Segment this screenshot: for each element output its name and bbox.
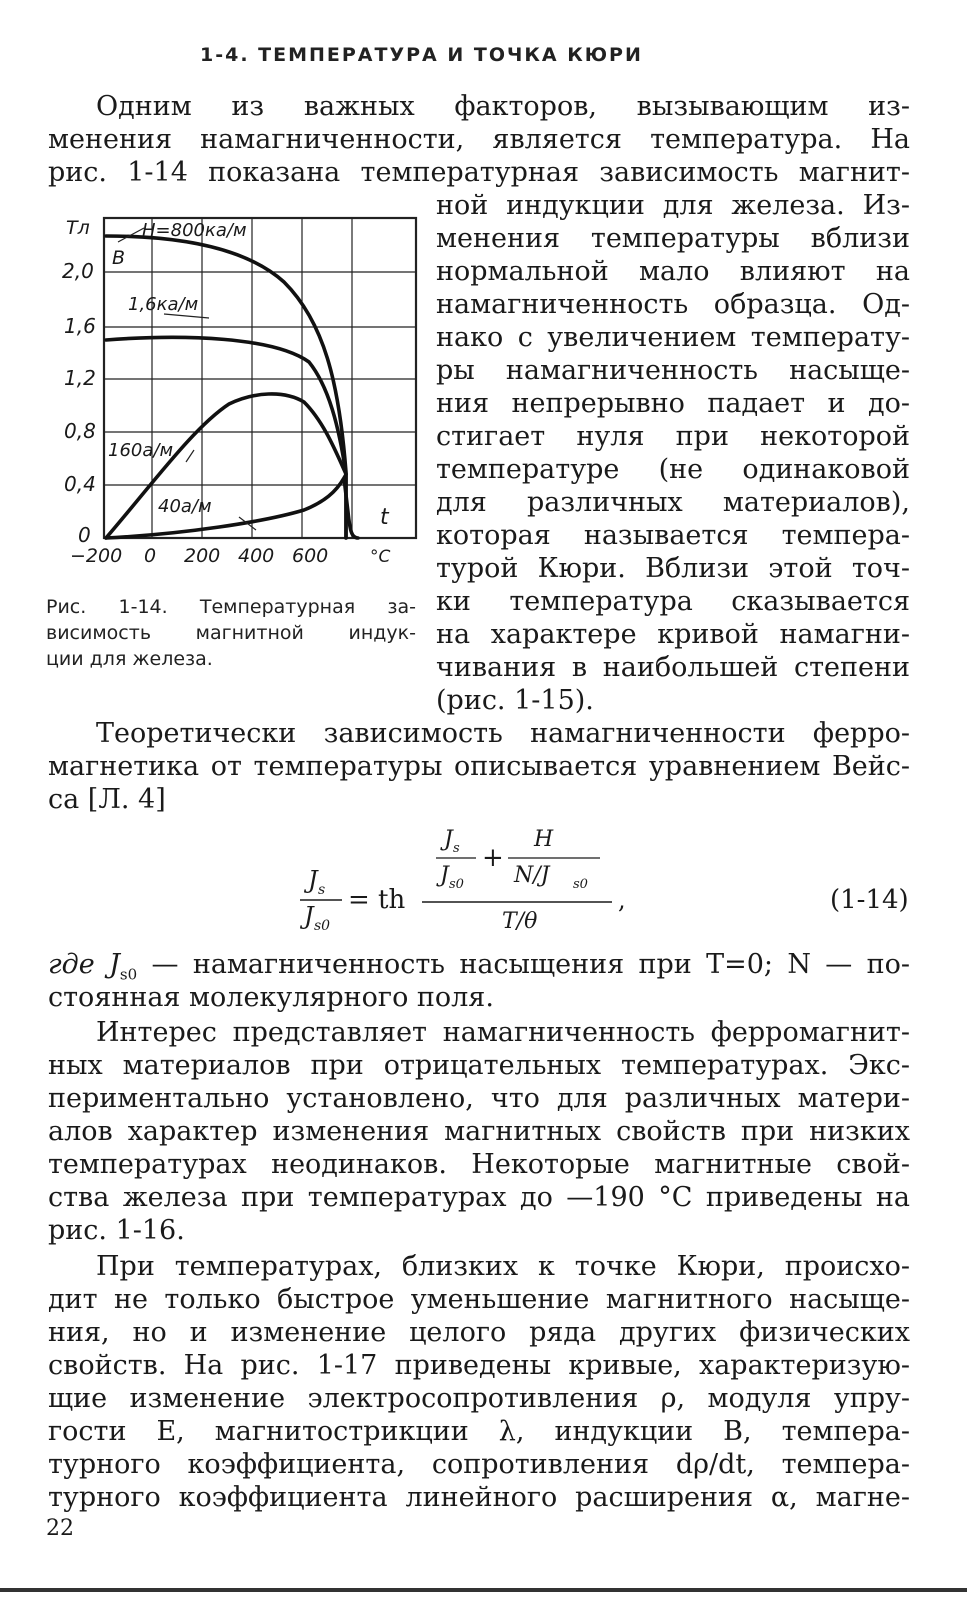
y-tick-label: 2,0 <box>62 259 94 283</box>
text-line: намагниченность образца. Од- <box>436 289 910 320</box>
svg-text:J: J <box>308 866 318 894</box>
x-tick-label: −200 <box>70 545 123 567</box>
text-line: турного коэффициента линейного расширения α, магне- <box>48 1482 910 1513</box>
svg-text:s: s <box>318 882 326 898</box>
curve-label: H=800ка/м <box>142 220 247 241</box>
svg-text:N/J: N/J <box>514 863 550 888</box>
text-line: (рис. 1-15). <box>436 685 594 716</box>
text-line: ры намагниченность насыще- <box>436 355 910 386</box>
text-line: ства железа при температурах до —190 °С приведены на <box>48 1182 910 1213</box>
x-symbol: t <box>380 505 389 530</box>
caption-line: Рис. 1-14. Температурная за- <box>46 596 416 618</box>
text-line: алов характер изменения магнитных свойств при низких <box>48 1116 910 1147</box>
text-line <box>48 948 910 981</box>
section-heading: 1-4. ТЕМПЕРАТУРА И ТОЧКА КЮРИ <box>200 44 643 66</box>
text-line: турой Кюри. Вблизи этой точ- <box>436 553 910 584</box>
text-line: ния, но и изменение целого ряда других физических <box>48 1317 910 1348</box>
text-line: ния непрерывно падает и до- <box>436 388 910 419</box>
svg-text:T/θ: T/θ <box>502 909 538 934</box>
symbol-J: где J <box>48 949 120 980</box>
text-line: турного коэффициента, сопротивления dρ/dt, темпера- <box>48 1449 910 1480</box>
curve-label: 40а/м <box>158 496 212 517</box>
y-tick-label: 0 <box>78 523 91 547</box>
y-symbol: B <box>112 247 126 269</box>
y-tick-label: 1,6 <box>64 314 96 338</box>
text-line: которая называется темпера- <box>436 520 910 551</box>
text-line: нако с увеличением температу- <box>436 322 910 353</box>
x-tick-label: 400 <box>238 545 275 567</box>
svg-text:J: J <box>304 902 314 930</box>
text-line: Теоретически зависимость намагниченности ферро- <box>96 718 910 749</box>
y-tick-label: 0,8 <box>64 419 96 443</box>
curves <box>106 236 358 538</box>
weiss-equation <box>290 820 910 940</box>
text-line: При температурах, близких к точке Кюри, происхо- <box>96 1251 910 1282</box>
text-line: рис. 1-14 показана температурная зависимость магнит- <box>48 157 910 188</box>
text-line: щие изменение электросопротивления ρ, модуля упру- <box>48 1383 910 1414</box>
text-line: менения намагниченности, является температура. На <box>48 124 910 155</box>
text-line: для различных материалов), <box>436 487 910 518</box>
svg-text:th: th <box>378 885 406 915</box>
curve-label: 160а/м <box>108 440 174 461</box>
svg-text:J: J <box>444 827 453 852</box>
figure-caption <box>46 594 416 672</box>
figure-1-14 <box>44 212 434 582</box>
svg-text:J: J <box>440 863 449 888</box>
text-line: са [Л. 4] <box>48 784 166 815</box>
symbol-subscript: s0 <box>119 965 138 981</box>
svg-text:=: = <box>348 885 370 915</box>
curve-160 <box>106 394 346 538</box>
text-line: свойств. На рис. 1-17 приведены кривые, характеризую- <box>48 1350 910 1381</box>
x-tick-label: 600 <box>292 545 329 567</box>
svg-text:(1-14): (1-14) <box>830 885 909 915</box>
y-tick-label: 1,2 <box>64 366 96 390</box>
y-tick-label: 0,4 <box>64 472 96 496</box>
text-line: дит не только быстрое уменьшение магнитного насыще- <box>48 1284 910 1315</box>
curve-label: 1,6ка/м <box>128 294 199 315</box>
text-line: температуре (не одинаковой <box>436 454 910 485</box>
text-line: периментально установлено, что для различных матери- <box>48 1083 910 1114</box>
text-fragment: — намагниченность насыщения при T=0; N — по- <box>137 949 910 980</box>
text-line: Одним из важных факторов, вызывающим из- <box>96 91 910 122</box>
x-tick-label: 200 <box>184 545 221 567</box>
svg-text:s0: s0 <box>314 918 331 934</box>
text-line: ной индукции для железа. Из- <box>436 190 910 221</box>
text-line: стоянная молекулярного поля. <box>48 982 494 1013</box>
text-line: магнетика от температуры описывается уравнением Вейс- <box>48 751 910 782</box>
x-tick-label: 0 <box>144 545 157 567</box>
y-unit: Тл <box>66 217 90 239</box>
svg-text:,: , <box>618 886 626 914</box>
text-line: температурах неодинаков. Некоторые магнитные свой- <box>48 1149 910 1180</box>
svg-text:H: H <box>534 827 554 852</box>
curve-40 <box>106 478 358 538</box>
svg-text:s0: s0 <box>573 877 588 892</box>
page-number: 22 <box>46 1516 74 1541</box>
caption-line: висимость магнитной индук- <box>46 622 416 644</box>
caption-line: ции для железа. <box>46 648 213 670</box>
svg-text:s: s <box>453 841 460 856</box>
text-line: стигает нуля при некоторой <box>436 421 910 452</box>
text-line: на характере кривой намагни- <box>436 619 910 650</box>
text-line: ки температура сказывается <box>436 586 910 617</box>
x-unit: °C <box>370 547 391 567</box>
text-line: чивания в наибольшей степени <box>436 652 910 683</box>
text-line: гости E, магнитострикции λ, индукции B, темпера- <box>48 1416 910 1447</box>
svg-text:s0: s0 <box>449 877 464 892</box>
text-line: Интерес представляет намагниченность ферромагнит- <box>96 1017 910 1048</box>
page-bottom-edge <box>0 1588 967 1592</box>
text-line: менения температуры вблизи <box>436 223 910 254</box>
text-line: ных материалов при отрицательных температурах. Экс- <box>48 1050 910 1081</box>
text-line: нормальной мало влияют на <box>436 256 910 287</box>
text-line: рис. 1-16. <box>48 1215 185 1246</box>
svg-text:+: + <box>482 843 504 873</box>
